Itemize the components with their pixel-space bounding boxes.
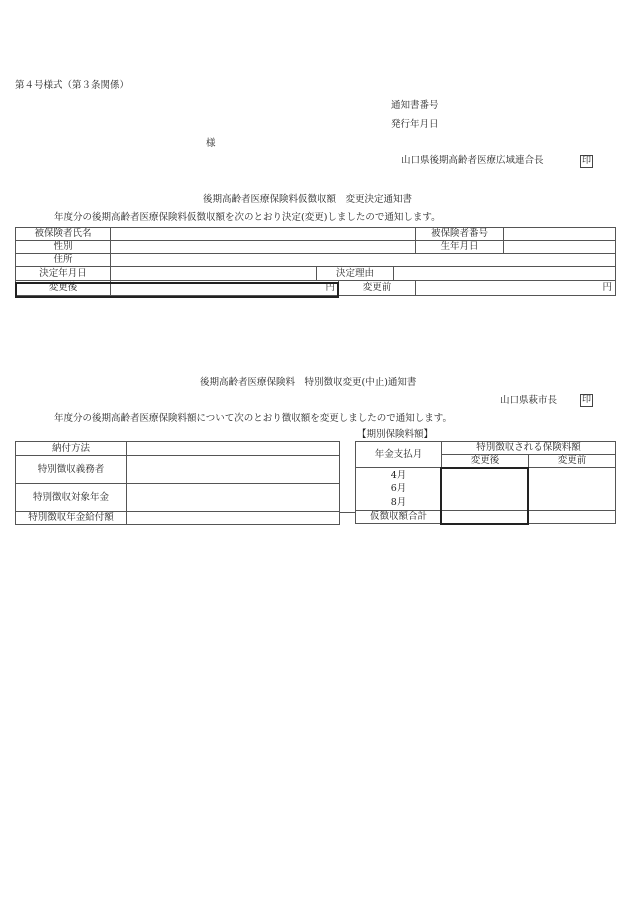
month-april: 4月	[390, 469, 407, 481]
pension-amount-label: 特別徴収年金給付額	[16, 512, 127, 525]
decision-date-field[interactable]	[111, 267, 317, 281]
address-label: 住所	[16, 254, 111, 267]
withholding-info-table	[15, 441, 340, 525]
provisional-total-label: 仮徴収額合計	[356, 511, 442, 524]
insured-number-field[interactable]	[504, 228, 616, 241]
section1-title: 後期高齢者医療保険料仮徴収額 変更決定通知書	[203, 194, 413, 205]
period-premium-table	[355, 441, 616, 524]
premium-decision-table	[15, 227, 616, 296]
seal-icon: 印	[582, 395, 592, 405]
sex-label: 性別	[16, 241, 111, 254]
before-change-amount-field[interactable]	[416, 281, 616, 296]
issuer-name: 山口県後期高齢者医療広域連合長	[401, 155, 544, 166]
withholding-agent-label: 特別徴収義務者	[16, 456, 127, 484]
section2-intro: 年度分の後期高齢者医療保険料額について次のとおり徴収額を変更しましたので通知します。	[54, 413, 453, 424]
months-cell	[356, 468, 442, 511]
withheld-amount-header: 特別徴収される保険料額	[442, 442, 616, 455]
before-change-label: 変更前	[339, 281, 416, 296]
section2-issuer: 山口県萩市長	[500, 395, 558, 406]
pension-amount-field[interactable]	[127, 512, 340, 525]
section2-title: 後期高齢者医療保険料 特別徴収変更(中止)通知書	[200, 377, 417, 388]
section1-intro: 年度分の後期高齢者医療保険料仮徴収額を次のとおり決定(変更)しましたので通知します。	[54, 212, 441, 223]
insured-name-field[interactable]	[111, 228, 416, 241]
decision-date-label: 決定年月日	[16, 267, 111, 281]
month-june: 6月	[390, 483, 407, 495]
issue-date-label: 発行年月日	[391, 119, 439, 130]
recipient-suffix: 様	[206, 138, 216, 149]
address-field[interactable]	[111, 254, 616, 267]
after-change-monthly-field[interactable]	[442, 468, 529, 511]
target-pension-field[interactable]	[127, 484, 340, 512]
birth-date-field[interactable]	[504, 241, 616, 254]
seal-icon: 印	[582, 156, 592, 166]
before-change-monthly-field[interactable]	[529, 468, 616, 511]
divider-line	[340, 512, 355, 513]
decision-reason-field[interactable]	[394, 267, 616, 281]
payment-method-label: 納付方法	[16, 442, 127, 456]
before-change-total-field[interactable]	[529, 511, 616, 524]
seal-stamp-2	[580, 394, 593, 407]
payment-method-field[interactable]	[127, 442, 340, 456]
sex-field[interactable]	[111, 241, 416, 254]
withholding-agent-field[interactable]	[127, 456, 340, 484]
insured-number-label: 被保険者番号	[416, 228, 504, 241]
before-change-header: 変更前	[529, 455, 616, 468]
seal-stamp	[580, 155, 593, 168]
month-august: 8月	[390, 496, 407, 508]
notice-number-label: 通知書番号	[391, 100, 439, 111]
yen-unit: 円	[325, 282, 335, 294]
target-pension-label: 特別徴収対象年金	[16, 484, 127, 512]
yen-unit: 円	[602, 282, 612, 294]
after-change-amount-field[interactable]	[111, 281, 339, 296]
form-id: 第４号様式（第３条関係）	[15, 80, 130, 91]
after-change-header: 変更後	[442, 455, 529, 468]
decision-reason-label: 決定理由	[317, 267, 394, 281]
insured-name-label: 被保険者氏名	[16, 228, 111, 241]
period-premium-caption: 【期別保険料額】	[357, 429, 434, 440]
pension-month-header: 年金支払月	[356, 442, 442, 468]
birth-date-label: 生年月日	[416, 241, 504, 254]
after-change-label: 変更後	[16, 281, 111, 296]
after-change-total-field[interactable]	[442, 511, 529, 524]
